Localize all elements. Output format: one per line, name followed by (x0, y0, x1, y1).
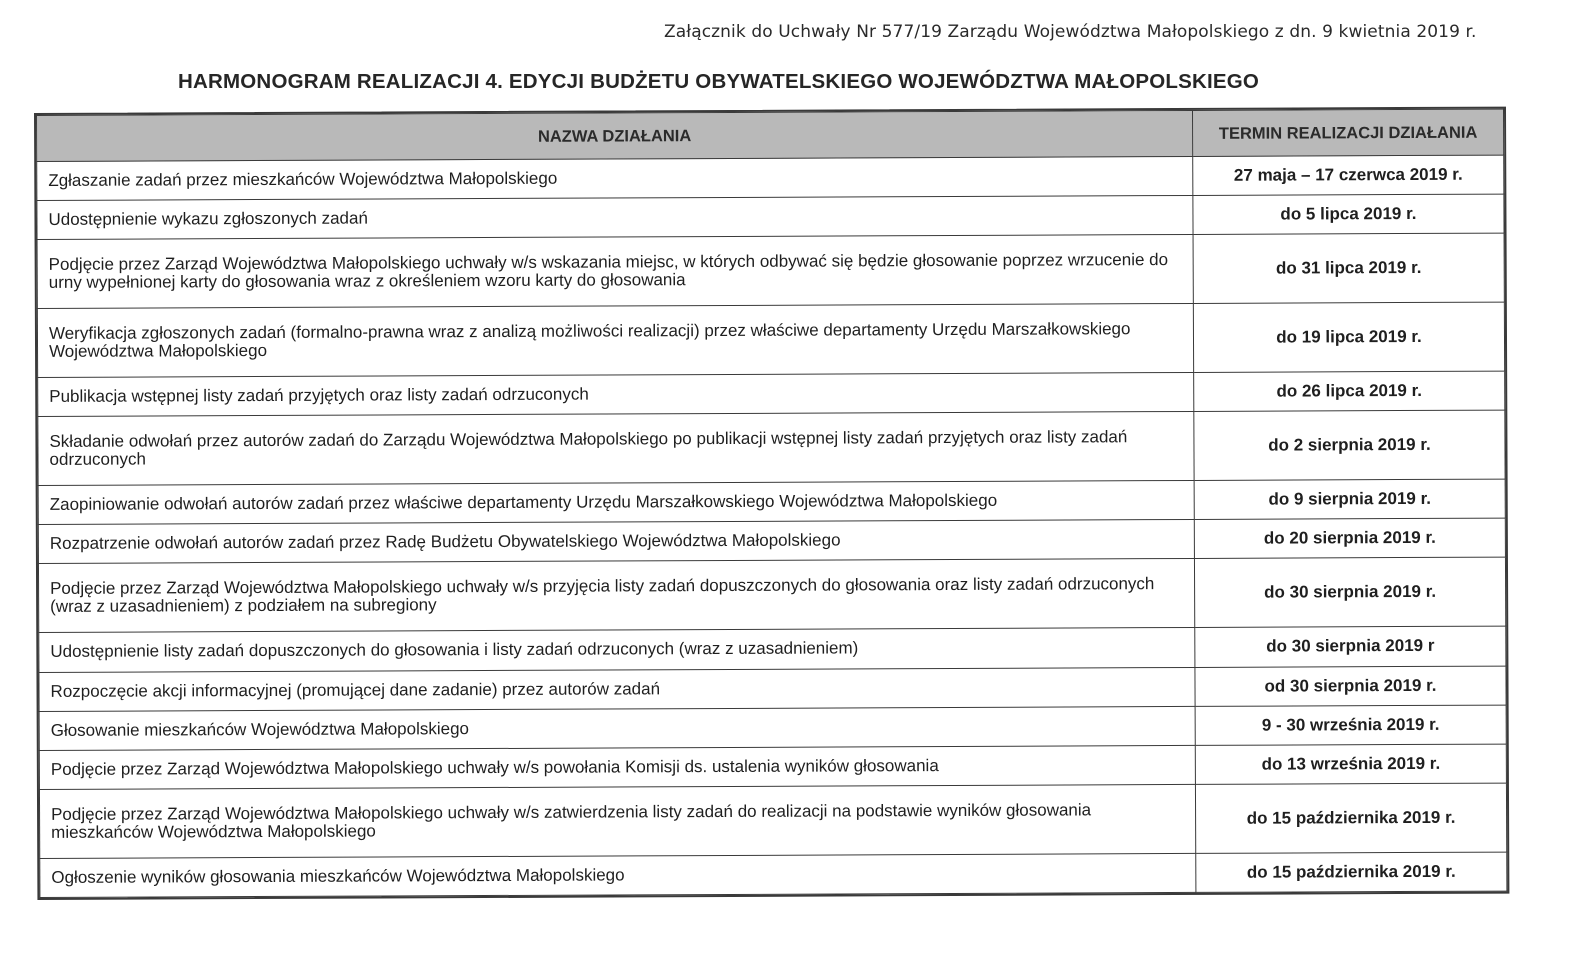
table-row (39, 744, 1506, 790)
activity-cell: Podjęcie przez Zarząd Województwa Małopolskiego uchwały w/s przyjęcia listy zadań dopuszczonych do głosowania oraz listy zadań odrzuconych (wraz z uzasadnieniem) z podziałem na subregiony (38, 559, 1194, 633)
activity-cell: Weryfikacja zgłoszonych zadań (formalno-prawna wraz z analizą możliwości realizacji) przez właściwe departamenty Urzędu Marszałkowskiego Województwa Małopolskiego (37, 304, 1193, 378)
activity-cell: Publikacja wstępnej listy zadań przyjętych oraz listy zadań odrzuconych (38, 373, 1194, 417)
term-cell: do 19 lipca 2019 r. (1193, 302, 1504, 372)
table-row (40, 852, 1507, 898)
activity-cell: Zaopiniowanie odwołań autorów zadań przez właściwe departamenty Urzędu Marszałkowskiego Województwa Małopolskiego (38, 481, 1194, 525)
activity-cell: Ogłoszenie wyników głosowania mieszkańców Województwa Małopolskiego (40, 853, 1196, 897)
term-cell: od 30 sierpnia 2019 r. (1195, 666, 1506, 706)
table-row (38, 410, 1505, 485)
column-header-term: TERMIN REALIZACJI DZIAŁANIA (1192, 109, 1503, 156)
table-row (38, 558, 1505, 633)
table-row (38, 371, 1505, 417)
term-cell: do 30 sierpnia 2019 r. (1194, 558, 1505, 628)
table-row (38, 518, 1505, 564)
term-cell: do 13 września 2019 r. (1195, 744, 1506, 784)
table-row (39, 666, 1506, 712)
attachment-note: Załącznik do Uchwały Nr 577/19 Zarządu Województwa Małopolskiego z dn. 9 kwietnia 2019 r. (664, 22, 1477, 42)
table-row (38, 479, 1505, 525)
activity-cell: Głosowanie mieszkańców Województwa Małopolskiego (39, 706, 1195, 750)
document-title: HARMONOGRAM REALIZACJI 4. EDYCJI BUDŻETU OBYWATELSKIEGO WOJEWÓDZTWA MAŁOPOLSKIEGO (178, 70, 1260, 93)
table-row (37, 194, 1504, 240)
activity-cell: Składanie odwołań przez autorów zadań do Zarządu Województwa Małopolskiego po publikacji wstępnej listy zadań przyjętych oraz listy zadań odrzuconych (38, 412, 1194, 486)
term-cell: 27 maja – 17 czerwca 2019 r. (1193, 155, 1504, 195)
table-row (37, 155, 1504, 201)
activity-cell: Podjęcie przez Zarząd Województwa Małopolskiego uchwały w/s wskazania miejsc, w których odbywać się będzie głosowanie poprzez wrzucenie do urny wypełnionej karty do głosowania wraz z określeniem wzoru karty do głosowania (37, 235, 1193, 309)
activity-cell: Rozpoczęcie akcji informacyjnej (promującej dane zadanie) przez autorów zadań (39, 667, 1195, 711)
table-row (37, 302, 1504, 377)
term-cell: 9 - 30 września 2019 r. (1195, 705, 1506, 745)
table-row (37, 233, 1504, 308)
schedule-table (36, 109, 1507, 898)
term-cell: do 15 października 2019 r. (1195, 783, 1506, 853)
activity-cell: Rozpatrzenie odwołań autorów zadań przez Radę Budżetu Obywatelskiego Województwa Małopolskiego (38, 520, 1194, 564)
term-cell: do 5 lipca 2019 r. (1193, 194, 1504, 234)
term-cell: do 2 sierpnia 2019 r. (1194, 410, 1505, 480)
activity-cell: Podjęcie przez Zarząd Województwa Małopolskiego uchwały w/s powołania Komisji ds. ustalenia wyników głosowania (39, 745, 1195, 789)
term-cell: do 30 sierpnia 2019 r (1195, 626, 1506, 666)
table-header-row (37, 109, 1504, 161)
table-row (39, 783, 1506, 858)
term-cell: do 15 października 2019 r. (1196, 852, 1507, 893)
table-row (39, 705, 1506, 751)
schedule-table-frame (34, 107, 1509, 900)
activity-cell: Zgłaszanie zadań przez mieszkańców Województwa Małopolskiego (37, 156, 1193, 200)
table-row (39, 626, 1506, 672)
term-cell: do 31 lipca 2019 r. (1193, 233, 1504, 303)
term-cell: do 20 sierpnia 2019 r. (1194, 518, 1505, 558)
term-cell: do 26 lipca 2019 r. (1194, 371, 1505, 411)
activity-cell: Udostępnienie wykazu zgłoszonych zadań (37, 196, 1193, 240)
activity-cell: Udostępnienie listy zadań dopuszczonych do głosowania i listy zadań odrzuconych (wraz z uzasadnieniem) (39, 628, 1195, 672)
table-body (37, 155, 1507, 897)
column-header-activity: NAZWA DZIAŁANIA (37, 110, 1193, 161)
term-cell: do 9 sierpnia 2019 r. (1194, 479, 1505, 519)
activity-cell: Podjęcie przez Zarząd Województwa Małopolskiego uchwały w/s zatwierdzenia listy zadań do realizacji na podstawie wyników głosowania mieszkańców Województwa Małopolskiego (39, 784, 1195, 858)
